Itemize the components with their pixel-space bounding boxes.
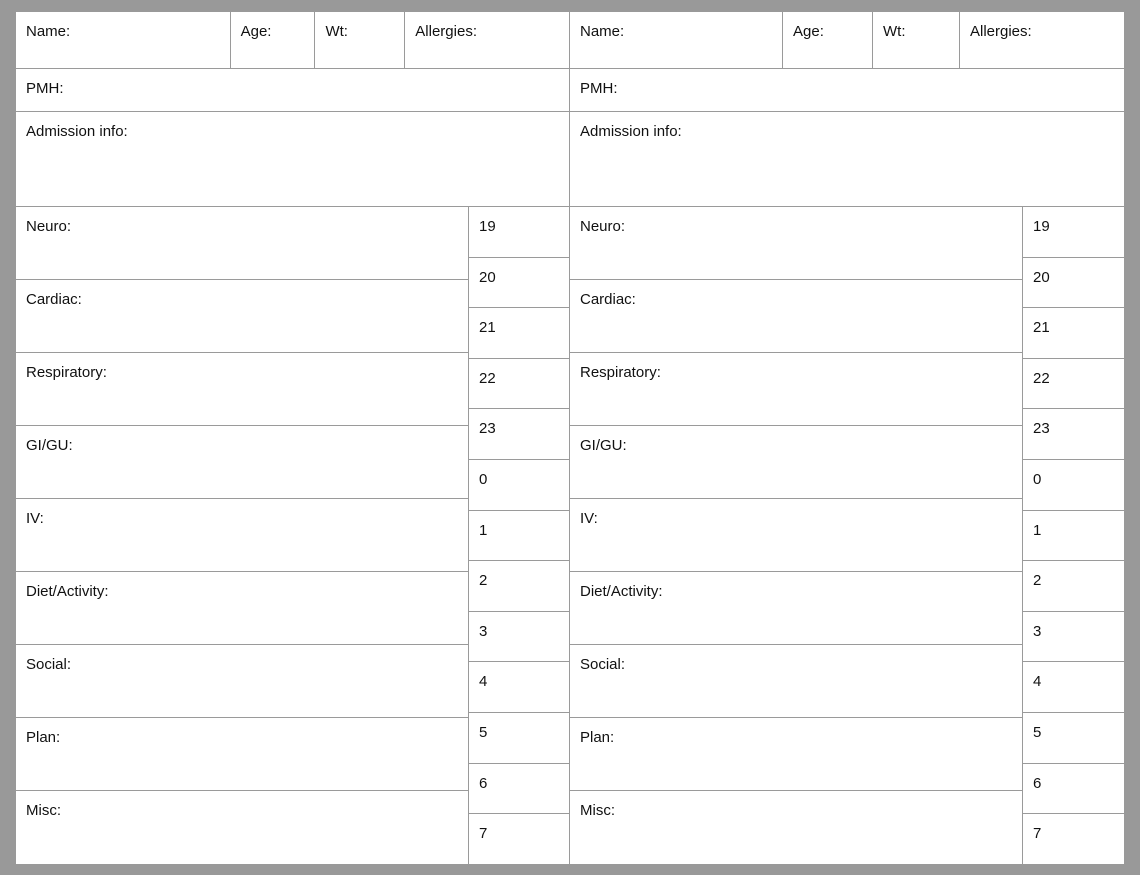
system-label: IV: <box>26 510 44 527</box>
system-row[interactable] <box>570 353 1022 426</box>
system-label: Plan: <box>26 729 61 746</box>
weight-label: Wt: <box>883 23 906 40</box>
hour-slot[interactable] <box>1023 359 1124 410</box>
hour-slot[interactable] <box>1023 764 1124 815</box>
hour-label: 7 <box>1033 825 1042 843</box>
system-label: Cardiac: <box>580 291 636 308</box>
pmh-field[interactable] <box>16 69 569 112</box>
header-row <box>16 12 569 69</box>
system-label: Diet/Activity: <box>26 583 109 600</box>
system-label: GI/GU: <box>26 437 73 454</box>
hour-label: 20 <box>1033 268 1050 286</box>
hour-label: 4 <box>479 673 488 691</box>
hour-slot[interactable] <box>469 511 570 562</box>
system-row[interactable] <box>570 572 1022 645</box>
admission-info-label: Admission info: <box>580 123 682 140</box>
allergies-field[interactable] <box>405 12 569 68</box>
hour-slot[interactable] <box>1023 460 1124 511</box>
system-row[interactable] <box>570 499 1022 572</box>
hour-label: 23 <box>1033 420 1050 438</box>
admission-info-label: Admission info: <box>26 123 128 140</box>
hour-label: 6 <box>479 774 488 792</box>
patient-panel-right <box>570 12 1124 864</box>
hour-slot[interactable] <box>1023 409 1124 460</box>
system-row[interactable] <box>16 645 468 718</box>
hour-slot[interactable] <box>469 662 570 713</box>
hour-label: 7 <box>479 825 488 843</box>
pmh-field[interactable] <box>570 69 1124 112</box>
hour-label: 22 <box>1033 369 1050 387</box>
system-row[interactable] <box>16 499 468 572</box>
hour-label: 1 <box>1033 521 1042 539</box>
hour-label: 6 <box>1033 774 1042 792</box>
hour-label: 4 <box>1033 673 1042 691</box>
hour-slot[interactable] <box>469 258 570 309</box>
hour-label: 3 <box>479 622 488 640</box>
allergies-label: Allergies: <box>415 23 477 40</box>
system-label: Diet/Activity: <box>580 583 663 600</box>
system-label: Misc: <box>580 802 615 819</box>
hour-label: 5 <box>479 723 488 741</box>
hour-label: 20 <box>479 268 496 286</box>
pmh-label: PMH: <box>26 80 64 97</box>
hour-label: 22 <box>479 369 496 387</box>
hour-label: 21 <box>1033 319 1050 337</box>
system-label: Cardiac: <box>26 291 82 308</box>
admission-info-field[interactable] <box>570 112 1124 207</box>
systems-column <box>570 207 1023 864</box>
report-sheet <box>16 12 1124 864</box>
hour-slot[interactable] <box>469 713 570 764</box>
weight-field[interactable] <box>315 12 405 68</box>
hour-slot[interactable] <box>469 359 570 410</box>
hour-slot[interactable] <box>469 308 570 359</box>
hours-column <box>1023 207 1124 864</box>
age-label: Age: <box>793 23 824 40</box>
system-row[interactable] <box>570 280 1022 353</box>
hours-column <box>469 207 570 864</box>
hour-label: 19 <box>479 218 496 235</box>
weight-label: Wt: <box>325 23 348 40</box>
system-row[interactable] <box>16 791 468 864</box>
hour-slot[interactable] <box>469 561 570 612</box>
name-label: Name: <box>26 23 71 40</box>
hour-slot[interactable] <box>1023 814 1124 865</box>
system-row[interactable] <box>16 353 468 426</box>
hour-slot[interactable] <box>1023 612 1124 663</box>
name-field[interactable] <box>570 12 783 68</box>
system-row[interactable] <box>16 426 468 499</box>
age-field[interactable] <box>231 12 316 68</box>
header-row <box>570 12 1124 69</box>
system-label: Misc: <box>26 802 61 819</box>
systems-column <box>16 207 469 864</box>
hour-label: 0 <box>1033 470 1042 488</box>
system-label: IV: <box>580 510 598 527</box>
hour-slot[interactable] <box>1023 207 1124 258</box>
system-row[interactable] <box>16 207 468 280</box>
hour-label: 23 <box>479 420 496 438</box>
hour-slot[interactable] <box>1023 713 1124 764</box>
system-row[interactable] <box>16 718 468 791</box>
patient-panel-left <box>16 12 570 864</box>
system-label: Social: <box>26 656 72 673</box>
hour-slot[interactable] <box>1023 662 1124 713</box>
hour-slot[interactable] <box>469 207 570 258</box>
system-row[interactable] <box>570 791 1022 864</box>
allergies-label: Allergies: <box>970 23 1032 40</box>
system-label: GI/GU: <box>580 437 627 454</box>
hour-slot[interactable] <box>469 764 570 815</box>
system-row[interactable] <box>570 426 1022 499</box>
system-label: Respiratory: <box>580 364 661 381</box>
system-label: Plan: <box>580 729 615 746</box>
hour-label: 19 <box>1033 218 1050 235</box>
system-label: Respiratory: <box>26 364 107 381</box>
age-field[interactable] <box>783 12 873 68</box>
hour-slot[interactable] <box>1023 308 1124 359</box>
system-row[interactable] <box>570 718 1022 791</box>
hour-label: 5 <box>1033 723 1042 741</box>
hour-label: 1 <box>479 521 488 539</box>
hour-label: 3 <box>1033 622 1042 640</box>
hour-slot[interactable] <box>469 814 570 865</box>
system-label: Social: <box>580 656 626 673</box>
allergies-field[interactable] <box>960 12 1124 68</box>
system-label: Neuro: <box>580 218 626 235</box>
hour-slot[interactable] <box>1023 258 1124 309</box>
hour-slot[interactable] <box>469 460 570 511</box>
name-label: Name: <box>580 23 625 40</box>
system-label: Neuro: <box>26 218 72 235</box>
system-row[interactable] <box>16 572 468 645</box>
hour-label: 0 <box>479 470 488 488</box>
weight-field[interactable] <box>873 12 960 68</box>
hour-slot[interactable] <box>1023 511 1124 562</box>
system-row[interactable] <box>16 280 468 353</box>
name-field[interactable] <box>16 12 231 68</box>
pmh-label: PMH: <box>580 80 618 97</box>
age-label: Age: <box>240 23 272 40</box>
hour-label: 21 <box>479 319 496 337</box>
system-row[interactable] <box>570 645 1022 718</box>
hour-slot[interactable] <box>469 612 570 663</box>
hour-label: 2 <box>1033 572 1042 590</box>
hour-slot[interactable] <box>469 409 570 460</box>
system-row[interactable] <box>570 207 1022 280</box>
admission-info-field[interactable] <box>16 112 569 207</box>
hour-slot[interactable] <box>1023 561 1124 612</box>
hour-label: 2 <box>479 572 488 590</box>
